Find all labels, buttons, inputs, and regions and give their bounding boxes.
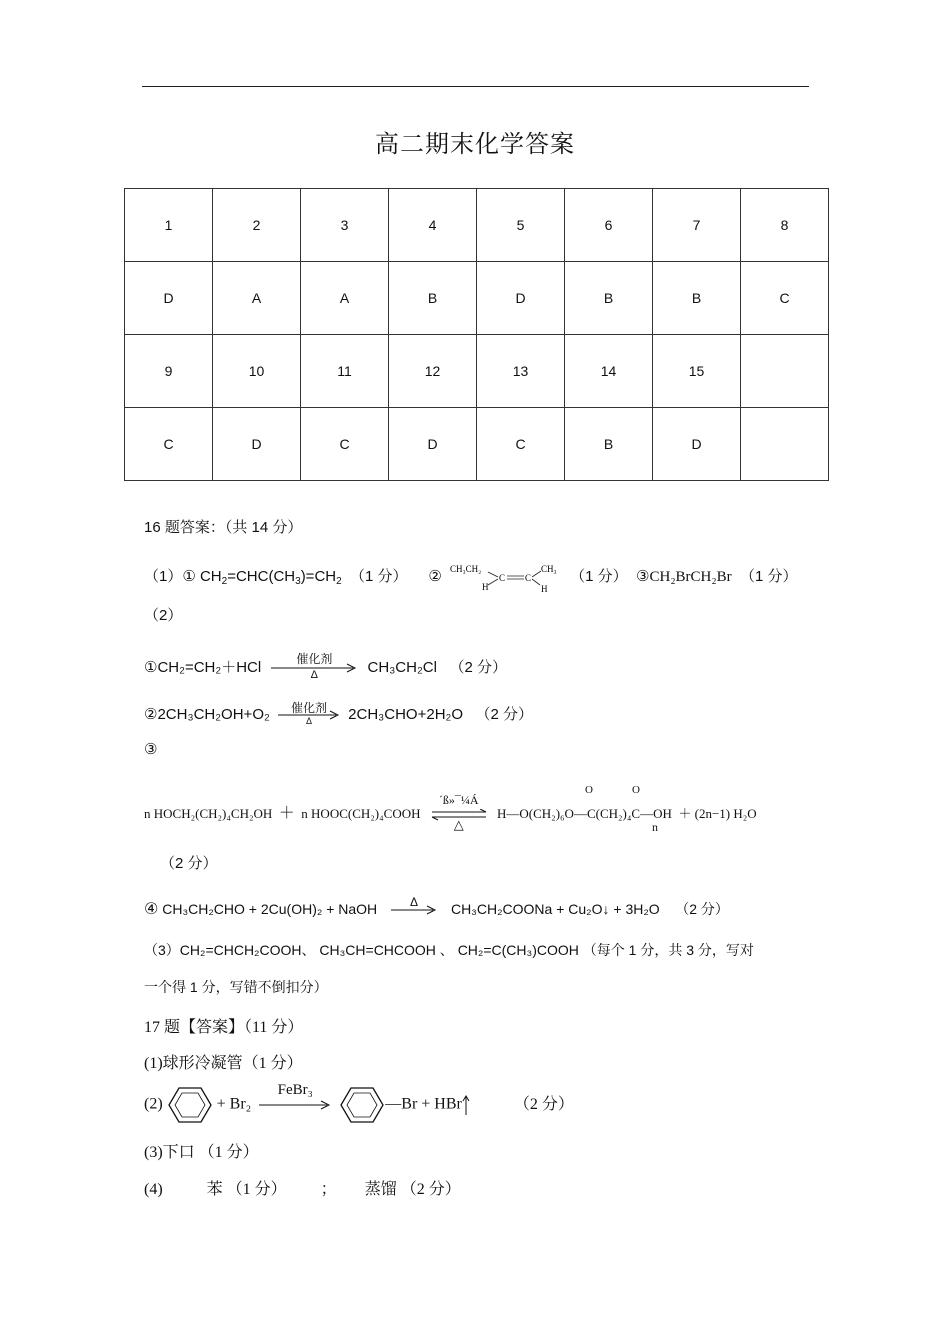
table-cell: 11 [301, 335, 389, 408]
q16-part3-line2: 一个得 1 分，写错不倒扣分） [144, 979, 328, 995]
q16-p1a-score: （1 分） [350, 567, 408, 585]
table-cell: C [741, 262, 829, 335]
q17-part2 [144, 1082, 574, 1124]
table-cell: 4 [389, 189, 477, 262]
eq2-score: （2 分） [475, 706, 534, 723]
eq4-arrow: Δ [391, 905, 437, 915]
table-cell: 14 [565, 335, 653, 408]
eq3-reactant-acid: n HOOC(CH₂)₄COOH [301, 806, 421, 821]
table-cell: 1 [125, 189, 213, 262]
benzene-ring-product-icon [339, 1086, 385, 1124]
q16-header: 16 题答案：（共 14 分） [144, 519, 303, 536]
page-title: 高二期末化学答案 [375, 130, 575, 158]
eq2-arrow: 催化剂 Δ [278, 710, 340, 720]
table-row [125, 408, 829, 481]
q17-p4-label: (4) [144, 1181, 163, 1198]
eq1-arrow: 催化剂 Δ [271, 663, 357, 673]
q16-part1 [144, 560, 797, 594]
table-cell: C [477, 408, 565, 481]
table-cell: 3 [301, 189, 389, 262]
header-rule [142, 86, 809, 87]
gas-up-arrow-icon [462, 1095, 470, 1115]
eq4-reactants: CH₃CH₂CHO + 2Cu(OH)₂ + NaOH [162, 901, 378, 917]
table-cell: 12 [389, 335, 477, 408]
eq2-label: ② [144, 706, 158, 723]
table-cell: 2 [213, 189, 301, 262]
svg-text:C: C [525, 573, 532, 583]
svg-text:C: C [499, 573, 506, 583]
table-cell: B [653, 262, 741, 335]
table-cell: D [653, 408, 741, 481]
table-cell: D [213, 408, 301, 481]
q16-part2-label: （2） [144, 607, 183, 624]
eq2-product: 2CH₃CHO+2H₂O [348, 706, 464, 723]
svg-text:H: H [541, 584, 548, 594]
eq3-label: ③ [144, 741, 158, 758]
eq4-products: CH₃CH₂COONa + Cu₂O↓ + 3H₂O [450, 901, 660, 917]
q16-p1c-label: ③ [636, 567, 650, 585]
svg-text:H: H [482, 582, 489, 592]
table-cell [741, 408, 829, 481]
eq3-polyester: O O H—O(CH₂)₆O—C(CH₂)₄C—OH n [497, 784, 672, 834]
eq2-reactants: 2CH₃CH₂OH+O₂ [157, 706, 270, 723]
eq1-label: ① [144, 659, 158, 676]
q17-p4-answer-a: 苯 （1 分） [206, 1181, 287, 1198]
eq4-label: ④ [144, 901, 159, 918]
q17-p2-bromine: + Br₂ [216, 1095, 252, 1113]
q16-p1c-formula: CH₂BrCH₂Br [649, 568, 732, 585]
eq1-reactants: CH₂=CH₂＋HCl [157, 659, 262, 676]
table-row [125, 335, 829, 408]
q17-p2-products: —Br + HBr [385, 1095, 462, 1113]
table-cell: 8 [741, 189, 829, 262]
q16-p1-label: （1）① [144, 567, 196, 585]
table-row [125, 189, 829, 262]
table-cell: D [125, 262, 213, 335]
q16-eq1 [144, 652, 507, 682]
table-row [125, 262, 829, 335]
q16-p1c-score: （1 分） [739, 567, 798, 585]
q16-p1b-score: （1 分） [570, 567, 628, 585]
table-cell [741, 335, 829, 408]
table-cell: C [125, 408, 213, 481]
q16-eq2 [144, 701, 534, 727]
q17-p2-label: (2) [144, 1095, 163, 1113]
table-cell: 7 [653, 189, 741, 262]
table-cell: D [389, 408, 477, 481]
table-cell: D [477, 262, 565, 335]
eq3-reversible-arrow: ´ß»¯¼Á △ [430, 809, 488, 821]
q16-eq3 [144, 784, 757, 834]
eq3-plus: ＋ [278, 805, 295, 822]
answer-table [124, 188, 829, 481]
benzene-ring-icon [167, 1086, 213, 1124]
q17-p4-answer-b: 蒸馏 （2 分） [364, 1181, 461, 1198]
q17-p4-separator: ； [320, 1181, 337, 1198]
q16-p1b-label: ② [428, 567, 442, 585]
table-cell: 15 [653, 335, 741, 408]
q17-header: 17 题【答案】（11 分） [144, 1019, 304, 1036]
eq4-score: （2 分） [675, 901, 729, 917]
table-cell: 5 [477, 189, 565, 262]
table-cell: A [301, 262, 389, 335]
q17-part3: (3)下口 （1 分） [144, 1144, 259, 1161]
q17-part4 [144, 1176, 461, 1199]
eq3-reactant-diol: n HOCH₂(CH₂)₄CH₂OH [144, 806, 273, 821]
table-cell: 10 [213, 335, 301, 408]
q16-eq4 [144, 895, 729, 919]
table-cell: C [301, 408, 389, 481]
eq3-score: （2 分） [160, 855, 218, 872]
q17-arrow: FeBr₃ [259, 1100, 331, 1110]
table-cell: 9 [125, 335, 213, 408]
table-cell: 6 [565, 189, 653, 262]
svg-text:CH₃: CH₃ [541, 564, 557, 574]
q17-p2-score: （2 分） [513, 1095, 574, 1113]
q16-part3-line1: （3）CH₂=CHCH₂COOH、 CH₃CH=CHCOOH 、 CH₂=C(CH₃)COOH （每个 1 分，共 3 分，写对 [144, 942, 754, 958]
table-cell: B [565, 262, 653, 335]
q17-part1: (1)球形冷凝管（1 分） [144, 1055, 303, 1072]
eq1-product: CH₃CH₂Cl [367, 659, 437, 676]
table-cell: B [389, 262, 477, 335]
q16-p1a-formula: $CH_2=CHC(CH_3)=CH_2$ [199, 567, 342, 587]
trans-2-pentene-structure [446, 560, 566, 594]
table-cell: B [565, 408, 653, 481]
svg-text:CH₃CH₂: CH₃CH₂ [450, 564, 482, 574]
table-cell: 13 [477, 335, 565, 408]
eq3-water: ＋ (2n−1) H₂O [678, 806, 757, 821]
table-cell: A [213, 262, 301, 335]
eq1-score: （2 分） [449, 659, 507, 676]
